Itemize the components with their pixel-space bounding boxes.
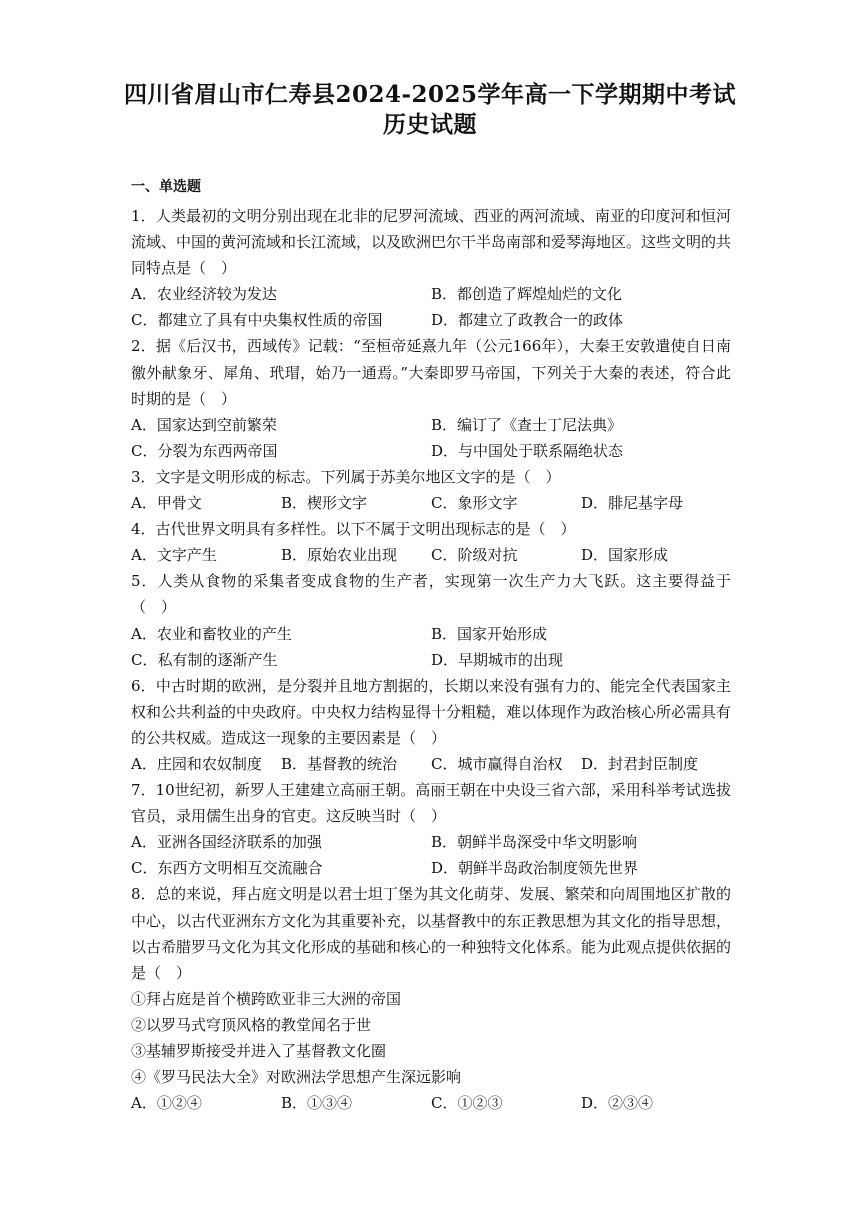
question-6 — [131, 673, 731, 777]
option-a: A．农业和畜牧业的产生 — [131, 624, 292, 643]
option-a: A．文字产生 — [131, 546, 217, 565]
question-4 — [131, 516, 731, 568]
option-a: A．庄园和农奴制度 — [131, 754, 262, 773]
option-a: A．国家达到空前繁荣 — [131, 415, 277, 434]
option-group — [131, 490, 731, 516]
page-subtitle: 历史试题 — [383, 111, 477, 138]
question-stem: 4．古代世界文明具有多样性。以下不属于文明出现标志的是（ ） — [131, 520, 576, 539]
option-a: A．①②④ — [131, 1094, 202, 1113]
option-d: D．都建立了政教合一的政体 — [431, 311, 624, 330]
statement-4: ④《罗马民法大全》对欧洲法学思想产生深远影响 — [131, 1068, 462, 1087]
option-c: C．阶级对抗 — [431, 546, 518, 565]
question-stem: 5．人类从食物的采集者变成食物的生产者，实现第一次生产力大飞跃。这主要得益于（ ） — [131, 572, 731, 617]
option-a: A．农业经济较为发达 — [131, 285, 277, 304]
option-b: B．原始农业出现 — [281, 546, 398, 565]
question-8 — [131, 881, 731, 1116]
page-title: 四川省眉山市仁寿县2024-2025学年高一下学期期中考试 — [123, 81, 737, 108]
option-group — [131, 621, 731, 673]
option-group — [131, 829, 731, 881]
option-c: C．私有制的逐渐产生 — [131, 650, 278, 669]
question-stem: 3．文字是文明形成的标志。下列属于苏美尔地区文字的是（ ） — [131, 467, 561, 486]
option-group — [131, 1090, 731, 1116]
question-stem: 2．据《后汉书，西域传》记载：“至桓帝延熹九年（公元166年），大秦王安敦遣使自日南徼外献象牙、犀角、玳瑁，始乃一通焉。”大秦即罗马帝国，下列关于大秦的表述，符合此时期的是（ ） — [131, 337, 731, 408]
option-d: D．早期城市的出现 — [431, 650, 564, 669]
option-d: D．腓尼基字母 — [581, 494, 684, 513]
option-b: B．都创造了辉煌灿烂的文化 — [431, 285, 623, 304]
question-5 — [131, 568, 731, 672]
question-stem: 7．10世纪初，新罗人王建建立高丽王朝。高丽王朝在中央设三省六部，采用科举考试选拔官员，录用儒生出身的官吏。这反映当时（ ） — [131, 781, 731, 826]
option-group — [131, 281, 731, 333]
question-stem: 8．总的来说，拜占庭文明是以君士坦丁堡为其文化萌芽、发展、繁荣和向周围地区扩散的中心，以古代亚洲东方文化为其重要补充，以基督教中的东正教思想为其文化的指导思想，以古希腊罗马文化为其文化形成的基础和核心的一种独特文化体系。能为此观点提供依据的是（ ） — [131, 885, 732, 982]
option-group — [131, 542, 731, 568]
option-b: B．楔形文字 — [281, 494, 368, 513]
question-3 — [131, 464, 731, 516]
option-group — [131, 751, 731, 777]
option-c: C．象形文字 — [431, 494, 518, 513]
option-c: C．都建立了具有中央集权性质的帝国 — [131, 311, 383, 330]
question-7 — [131, 777, 731, 881]
option-b: B．国家开始形成 — [431, 624, 548, 643]
option-c: C．城市赢得自治权 — [431, 754, 563, 773]
question-stem: 6．中古时期的欧洲，是分裂并且地方割据的，长期以来没有强有力的、能完全代表国家主权和公共利益的中央政府。中央权力结构显得十分粗糙，难以体现作为政治核心所必需具有的公共权威。造成这一现象的主要因素是（ ） — [131, 676, 732, 747]
question-1 — [131, 203, 731, 333]
option-d: D．国家形成 — [581, 546, 669, 565]
option-d: D．与中国处于联系隔绝状态 — [431, 441, 624, 460]
option-a: A．亚洲各国经济联系的加强 — [131, 833, 322, 852]
option-d: D．②③④ — [581, 1094, 654, 1113]
option-b: B．①③④ — [281, 1094, 353, 1113]
statement-1: ①拜占庭是首个横跨欧亚非三大洲的帝国 — [131, 989, 402, 1008]
option-c: C．①②③ — [431, 1094, 503, 1113]
option-c: C．分裂为东西两帝国 — [131, 441, 278, 460]
question-2 — [131, 333, 731, 463]
option-d: D．封君封臣制度 — [581, 754, 699, 773]
option-a: A．甲骨文 — [131, 494, 202, 513]
statement-2: ②以罗马式穹顶风格的教堂闻名于世 — [131, 1015, 372, 1034]
statement-3: ③基辅罗斯接受并进入了基督教文化圈 — [131, 1042, 387, 1060]
question-stem: 1．人类最初的文明分别出现在北非的尼罗河流域、西亚的两河流域、南亚的印度河和恒河流域、中国的黄河流域和长江流域，以及欧洲巴尔干半岛南部和爱琴海地区。这些文明的共同特点是（ ） — [131, 207, 732, 278]
option-b: B．基督教的统治 — [281, 754, 398, 773]
option-d: D．朝鲜半岛政治制度领先世界 — [431, 859, 639, 878]
option-b: B．朝鲜半岛深受中华文明影响 — [431, 833, 638, 852]
question-list — [131, 203, 731, 1116]
option-group — [131, 412, 731, 464]
option-b: B．编订了《查士丁尼法典》 — [431, 415, 623, 434]
section-heading: 一、单选题 — [131, 179, 201, 195]
option-c: C．东西方文明相互交流融合 — [131, 859, 323, 878]
